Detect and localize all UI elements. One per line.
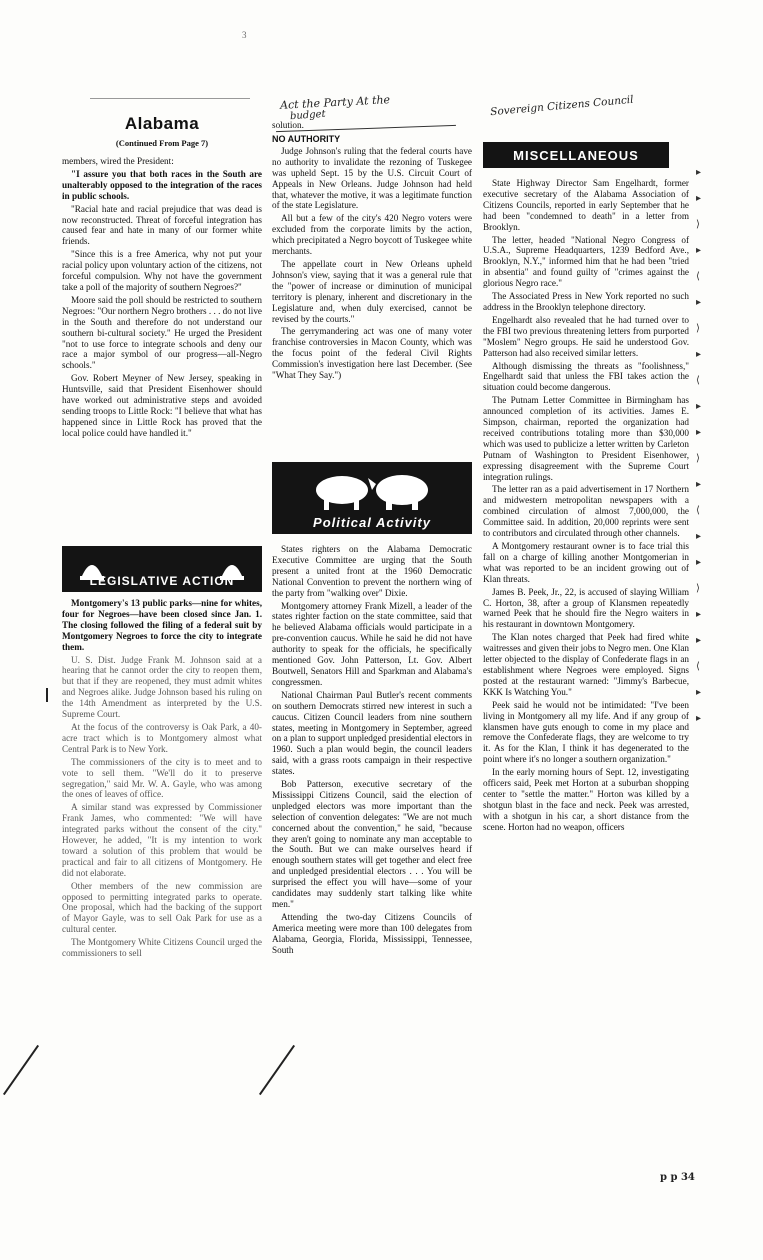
margin-mark (46, 688, 48, 702)
paragraph: Montgomery attorney Frank Mizell, a leader of the states righter faction on the state committee, said that he believed Alabama officials would participate in a pre-convention caucus. While he said he did not have authority to speak for the officials, he specifically mentioned Gov. John Patterson, Lt. Gov. Albert Boutwell, Senators Hill and Sparkman and Alabama's congressmen. (272, 600, 472, 687)
column-2-lower (272, 544, 472, 958)
paragraph: solution. (272, 120, 304, 130)
paragraph: Attending the two-day Citizens Councils of America meeting were more than 100 delegates from Alabama, Georgia, Florida, Mississippi, Tennessee, South (272, 911, 472, 955)
miscellaneous-banner (483, 142, 669, 168)
paragraph: States righters on the Alabama Democratic Executive Committee are urging that the South present a united front at the 1960 Democratic National Convention to prevent the northern wing of the party from "walking over" Dixie. (272, 544, 472, 598)
paragraph: The letter, headed "National Negro Congress of U.S.A., Supreme Headquarters, 1239 Bedford Ave., Brooklyn, N.Y.," informed him that he had been "tried in absentia" and found guilty of "crimes against the glorious Negro race." (483, 234, 689, 289)
paragraph: Gov. Robert Meyner of New Jersey, speaking in Huntsville, said that President Eisenhower should have worked out administrative steps and avoided sending troops to Little Rock: "I believe that what has happened since in Little Rock has proved that the local police could have handled it." (62, 373, 262, 438)
paragraph: National Chairman Paul Butler's recent comments on southern Democrats stirred new interest in such a caucus. Citizen Council leaders from nine southern states, meeting in Montgomery in September, agreed on a plan to support unpledged presidential electors in 1960. Such a plan would begin, the council leaders said, with a grass roots campaign in their respective states. (272, 689, 472, 777)
paragraph: The Putnam Letter Committee in Birmingham has announced completion of its activities. James E. Simpson, chairman, reported the organization had received contributions totaling more than $30,000 which was used to publicize a letter written by Carleton Putnam of Washington to President Eisenhower, expressing disagreement with the Supreme Court integration rulings. (483, 395, 689, 482)
subheading: NO AUTHORITY (272, 133, 341, 144)
paragraph: The Klan notes charged that Peek had fired white waitresses and given their jobs to Negro men. One Klan letter objected to the display of Confederate flags in an establishment where Negroes were employed. Signs posted at the restaurant warned: "Jimmy's Barbecue, KKK Is Watching You." (483, 632, 689, 697)
column-1-lower (62, 598, 262, 961)
paragraph: Other members of the new commission are opposed to permitting integrated parks to operate. One proposal, which had the backing of the support of Mayor Gayle, was to sell Oak Park for use as a cultural center. (62, 880, 262, 935)
handwritten-note-left: Act the Party At the (279, 93, 391, 112)
column-2 (272, 120, 472, 383)
legislative-action-banner (62, 546, 262, 592)
margin-slash (259, 1045, 295, 1095)
paragraph: James B. Peek, Jr., 22, is accused of slaying William C. Horton, 38, after a group of Klansmen repeatedly warned Peek that he should fire the Negro waiters in his restaurant in downtown Montgomery. (483, 586, 689, 630)
handwritten-note-mid: budget (289, 108, 326, 123)
column-1 (62, 156, 262, 441)
political-activity-banner (272, 462, 472, 534)
banner-label: Political Activity (313, 515, 431, 530)
margin-slash (3, 1045, 39, 1095)
paragraph: The appellate court in New Orleans upheld Johnson's view, saying that it was a general rule that the "power of increase or diminution of municipal territory is plenary, inherent and discretionary in the Legislature and, when duly exercised, cannot be revised by the courts." (272, 258, 472, 324)
paragraph: Moore said the poll should be restricted to southern Negroes: "Our northern Negro brothers . . . do not live in the South and therefore do not understand our southern bi-cultural society." He urged the President "not to use force to integrate schools and deny our race a major symbol of our progress—all-Negro schools." (62, 294, 262, 371)
handwritten-bottom-mark: p p 34 (660, 1172, 695, 1183)
section-title: Alabama (124, 114, 200, 133)
paragraph: In the early morning hours of Sept. 12, investigating officers said, Peek met Horton at a suburban shopping center to "settle the matter." Horton was killed by a shotgun blast in the face and neck. Peek was arrested, with a shotgun in his car, a short distance from the scene. Horton had no weapon, officers (483, 767, 689, 832)
paragraph: The Montgomery White Citizens Council urged the commissioners to sell (62, 937, 262, 959)
paragraph: "I assure you that both races in the South are unalterably opposed to the integration of the races in public schools. (62, 168, 262, 201)
paragraph: "Since this is a free America, why not put your racial policy upon voluntary action of the citizens, not forceful compulsion. Why not have the government take a poll of the majority of southern Negroes?" (62, 249, 262, 292)
paragraph: Judge Johnson's ruling that the federal courts have no authority to invalidate the rezoning of Tuskegee was upheld Sept. 15 by the U.S. Circuit Court of Appeals in New Orleans. Judge Johnson had held that, whatever the motive, it was a legitimate function of the state Legislature. (272, 145, 472, 211)
paragraph: The letter ran as a paid advertisement in 17 Northern and midwestern metropolitan newspapers with a combined circulation of almost 7,000,000, the Committee said. In addition, 20,000 reprints were sent to contributors and circulated through other channels. (483, 484, 689, 539)
paragraph: At the focus of the controversy is Oak Park, a 40-acre tract which is to Montgomery almost what Central Park is to New York. (62, 721, 262, 754)
paragraph: Engelhardt also revealed that he had turned over to the FBI two previous threatening letters from purported "Moslem" Negro groups. He said he understood Gov. Patterson had also received similar letters. (483, 314, 689, 358)
handwritten-note-right: Sovereign Citizens Council (489, 93, 635, 119)
paragraph: The gerrymandering act was one of many voter franchise controversies in Macon County, which was the focus point of the federal Civil Rights Commission's investigation here last December. (See "What They Say.") (272, 326, 472, 381)
paragraph: Although dismissing the threats as "foolishness," Engelhardt said that unless the FBI takes action the situation could become dangerous. (483, 360, 689, 393)
paragraph: U. S. Dist. Judge Frank M. Johnson said at a hearing that he cannot order the city to reopen them, but that if they are reopened, they must admit whites and Negroes alike. Judge Johnson based his ruling on the 14th Amendment as interpreted by the U.S. Supreme Court. (62, 654, 262, 720)
paragraph: Montgomery's 13 public parks—nine for whites, four for Negroes—have been closed since Jan. 1. The closing followed the filing of a federal suit by Montgomery Negroes to force the city to integrate them. (62, 598, 262, 652)
paragraph: "Racial hate and racial prejudice that was dead is now reconstructed. Threat of forceful integration has caused fear and hate in many of our former white friends. (62, 203, 262, 247)
paragraph: A similar stand was expressed by Commissioner Frank James, who commented: "We will have integrated parks without the consent of the city." However, he added, "It is my intention to work toward a solution of this problem that would be practical and fair to all citizens of Montgomery. He did not elaborate. (62, 802, 262, 878)
continued-note: (Continued From Page 7) (115, 138, 209, 148)
page-number: 3 (242, 30, 247, 40)
banner-label: MISCELLANEOUS (513, 148, 639, 163)
paragraph: A Montgomery restaurant owner is to face trial this fall on a charge of killing another Montgomerian in what was reported to be an incident growing out of Klan threats. (483, 541, 689, 584)
paragraph: State Highway Director Sam Engelhardt, former executive secretary of the Alabama Association of Citizens Councils, reported in early September that he had been "condemned to death" in a letter from Brooklyn. (483, 178, 689, 232)
paragraph: The commissioners of the city is to meet and to vote to sell them. "We'll do it to preserve segregation," said Mr. W. A. Gayle, who was among the ones of leaves of office. (62, 756, 262, 800)
scan-artifacts: ▸ ▸ ⟩ ▸ ⟨ ▸ ⟩ ▸ ⟨ ▸ ▸ ⟩ ▸ ⟨ ▸ ▸ ⟩ ▸ ▸ ⟨ ▸ ▸ (696, 167, 702, 724)
paragraph: Peek said he would not be intimidated: "I've been living in Montgomery all my life. And if any group of klansmen have guts enough to come in my place and remove the Confederate flags, they are welcome to try it. As for the Klan, I think it has degenerated to the point where it's no longer a southern organization." (483, 699, 689, 765)
banner-label: LEGISLATIVE ACTION (89, 574, 235, 588)
column-3 (483, 178, 689, 835)
paragraph: Bob Patterson, executive secretary of the Mississippi Citizens Council, said the election of unpledged electors was more important than the selection of convention delegates: "We are not much concerned about the convention," he said, "because they aren't going to nominate any man acceptable to the South. But we can make ourselves heard if enough southern states will get together and elect free and unpledged presidential electors . . . You will be surprised the effect you will have—some of your candidates may suddenly start talking like white men." (272, 779, 472, 909)
paragraph: All but a few of the city's 420 Negro voters were excluded from the corporate limits by the action, which precipitated a Negro boycott of Tuskegee white merchants. (272, 213, 472, 257)
paragraph: The Associated Press in New York reported no such address in the Brooklyn telephone directory. (483, 291, 689, 312)
paragraph: members, wired the President: (62, 156, 174, 166)
top-rule (90, 98, 250, 99)
